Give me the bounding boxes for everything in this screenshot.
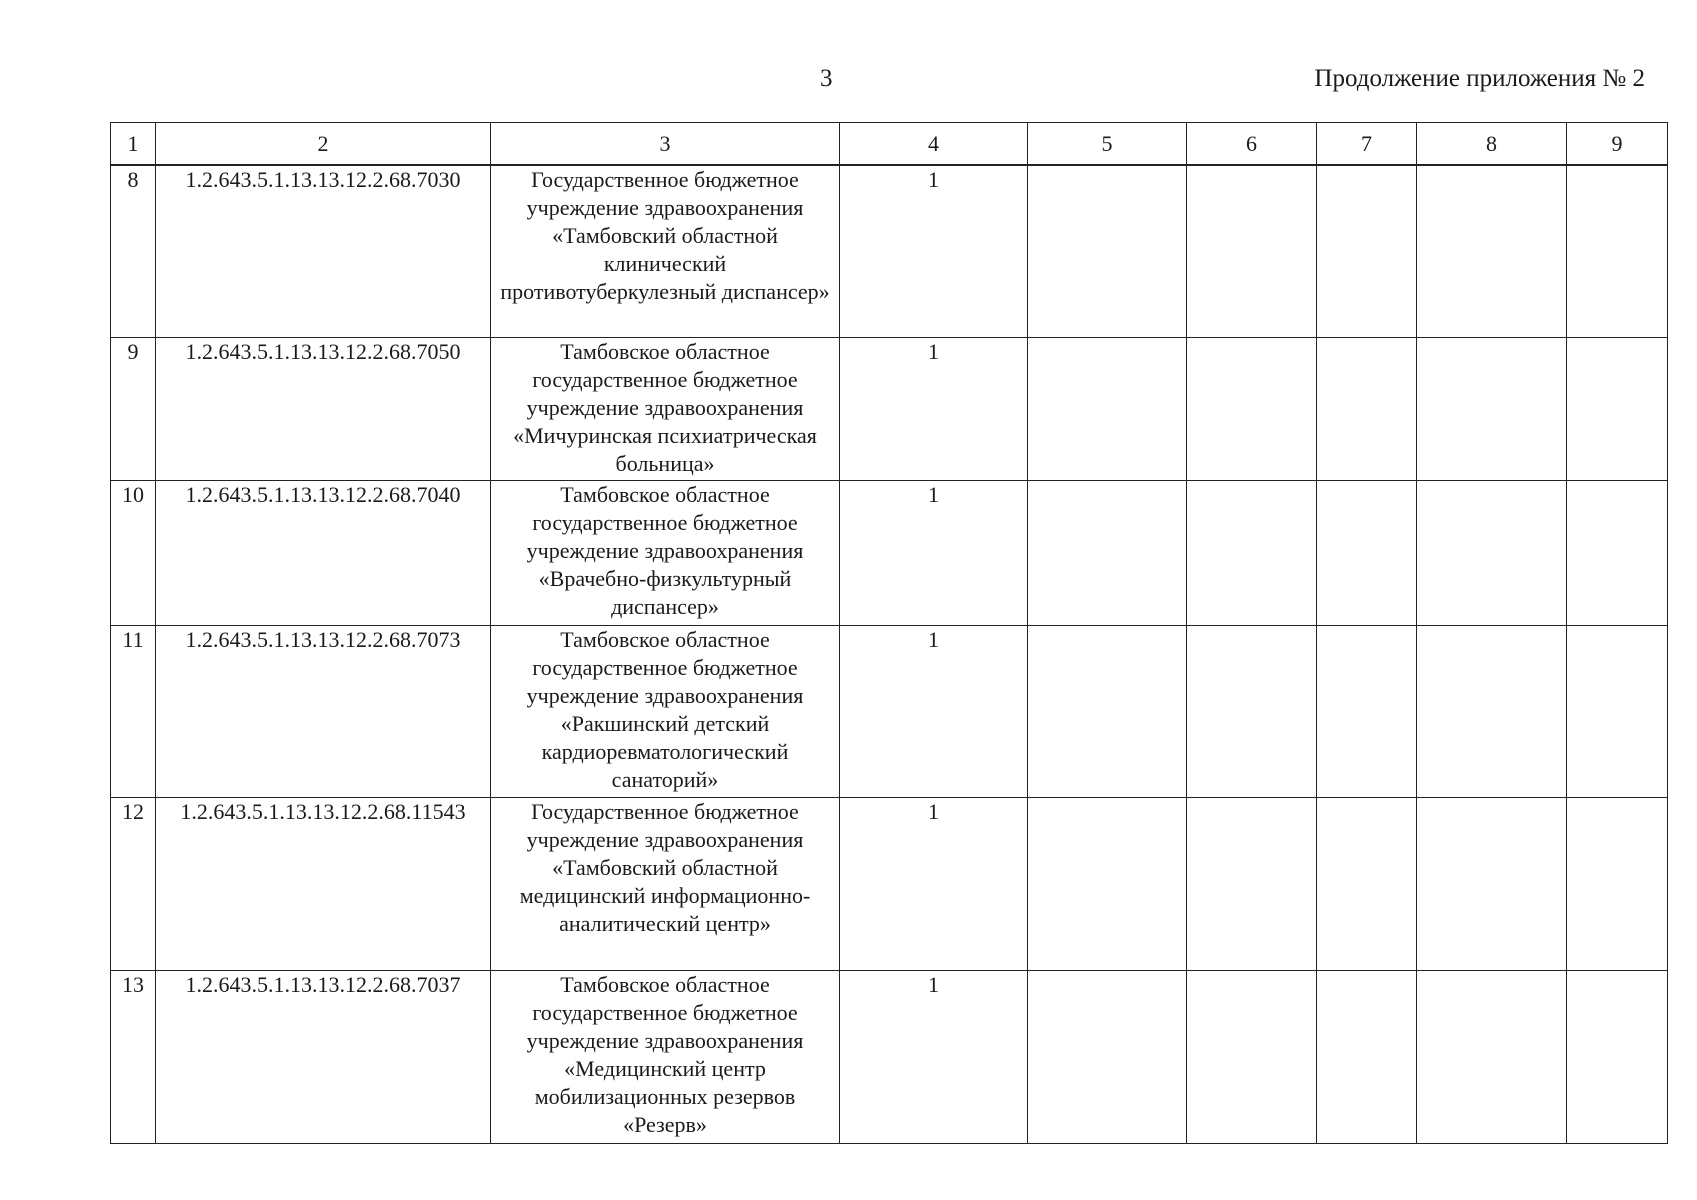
row-number-cell: 12 <box>111 797 156 970</box>
quantity-cell: 1 <box>840 165 1028 337</box>
organization-name-cell: Тамбовское областное государственное бюджетное учреждение здравоохранения «Ракшинский детский кардиоревматологический санаторий» <box>491 625 840 797</box>
organization-name-cell: Государственное бюджетное учреждение здравоохранения «Тамбовский областной медицинский информационно-аналитический центр» <box>491 797 840 970</box>
empty-cell <box>1028 480 1187 625</box>
quantity-cell: 1 <box>840 625 1028 797</box>
empty-cell <box>1187 625 1317 797</box>
empty-cell <box>1187 480 1317 625</box>
empty-cell <box>1567 970 1668 1143</box>
table-row <box>111 337 1668 480</box>
row-number-cell: 11 <box>111 625 156 797</box>
empty-cell <box>1567 480 1668 625</box>
empty-cell <box>1417 625 1567 797</box>
empty-cell <box>1317 625 1417 797</box>
empty-cell <box>1317 337 1417 480</box>
table-row <box>111 625 1668 797</box>
empty-cell <box>1187 970 1317 1143</box>
empty-cell <box>1567 165 1668 337</box>
oid-code-cell: 1.2.643.5.1.13.13.12.2.68.7050 <box>156 337 491 480</box>
row-number-cell: 13 <box>111 970 156 1143</box>
empty-cell <box>1317 797 1417 970</box>
column-header: 5 <box>1028 123 1187 166</box>
empty-cell <box>1187 337 1317 480</box>
empty-cell <box>1028 165 1187 337</box>
column-header: 1 <box>111 123 156 166</box>
organization-name-cell: Тамбовское областное государственное бюджетное учреждение здравоохранения «Медицинский центр мобилизационных резервов «Резерв» <box>491 970 840 1143</box>
quantity-cell: 1 <box>840 480 1028 625</box>
empty-cell <box>1028 797 1187 970</box>
empty-cell <box>1567 337 1668 480</box>
empty-cell <box>1187 165 1317 337</box>
organization-name-cell: Государственное бюджетное учреждение здравоохранения «Тамбовский областной клинический противотуберкулезный диспансер» <box>491 165 840 337</box>
organization-name-cell: Тамбовское областное государственное бюджетное учреждение здравоохранения «Врачебно-физкультурный диспансер» <box>491 480 840 625</box>
oid-code-cell: 1.2.643.5.1.13.13.12.2.68.7030 <box>156 165 491 337</box>
empty-cell <box>1187 797 1317 970</box>
column-header: 6 <box>1187 123 1317 166</box>
column-number-header-row <box>111 123 1668 166</box>
column-header: 8 <box>1417 123 1567 166</box>
organization-name-cell: Тамбовское областное государственное бюджетное учреждение здравоохранения «Мичуринская психиатрическая больница» <box>491 337 840 480</box>
empty-cell <box>1317 970 1417 1143</box>
row-number-cell: 8 <box>111 165 156 337</box>
empty-cell <box>1028 970 1187 1143</box>
column-header: 3 <box>491 123 840 166</box>
quantity-cell: 1 <box>840 797 1028 970</box>
table-row <box>111 480 1668 625</box>
oid-code-cell: 1.2.643.5.1.13.13.12.2.68.7040 <box>156 480 491 625</box>
row-number-cell: 9 <box>111 337 156 480</box>
table-row <box>111 970 1668 1143</box>
column-header: 4 <box>840 123 1028 166</box>
empty-cell <box>1417 337 1567 480</box>
oid-code-cell: 1.2.643.5.1.13.13.12.2.68.7037 <box>156 970 491 1143</box>
empty-cell <box>1417 165 1567 337</box>
empty-cell <box>1028 337 1187 480</box>
table-row <box>111 797 1668 970</box>
empty-cell <box>1417 480 1567 625</box>
empty-cell <box>1417 797 1567 970</box>
quantity-cell: 1 <box>840 337 1028 480</box>
empty-cell <box>1317 480 1417 625</box>
oid-code-cell: 1.2.643.5.1.13.13.12.2.68.11543 <box>156 797 491 970</box>
page-number: 3 <box>820 65 833 92</box>
column-header: 2 <box>156 123 491 166</box>
row-number-cell: 10 <box>111 480 156 625</box>
column-header: 7 <box>1317 123 1417 166</box>
empty-cell <box>1567 625 1668 797</box>
table-row <box>111 165 1668 337</box>
quantity-cell: 1 <box>840 970 1028 1143</box>
empty-cell <box>1417 970 1567 1143</box>
oid-code-cell: 1.2.643.5.1.13.13.12.2.68.7073 <box>156 625 491 797</box>
empty-cell <box>1317 165 1417 337</box>
appendix-continuation-note: Продолжение приложения № 2 <box>1314 65 1645 92</box>
column-header: 9 <box>1567 123 1668 166</box>
registry-table <box>110 122 1668 1144</box>
empty-cell <box>1567 797 1668 970</box>
empty-cell <box>1028 625 1187 797</box>
